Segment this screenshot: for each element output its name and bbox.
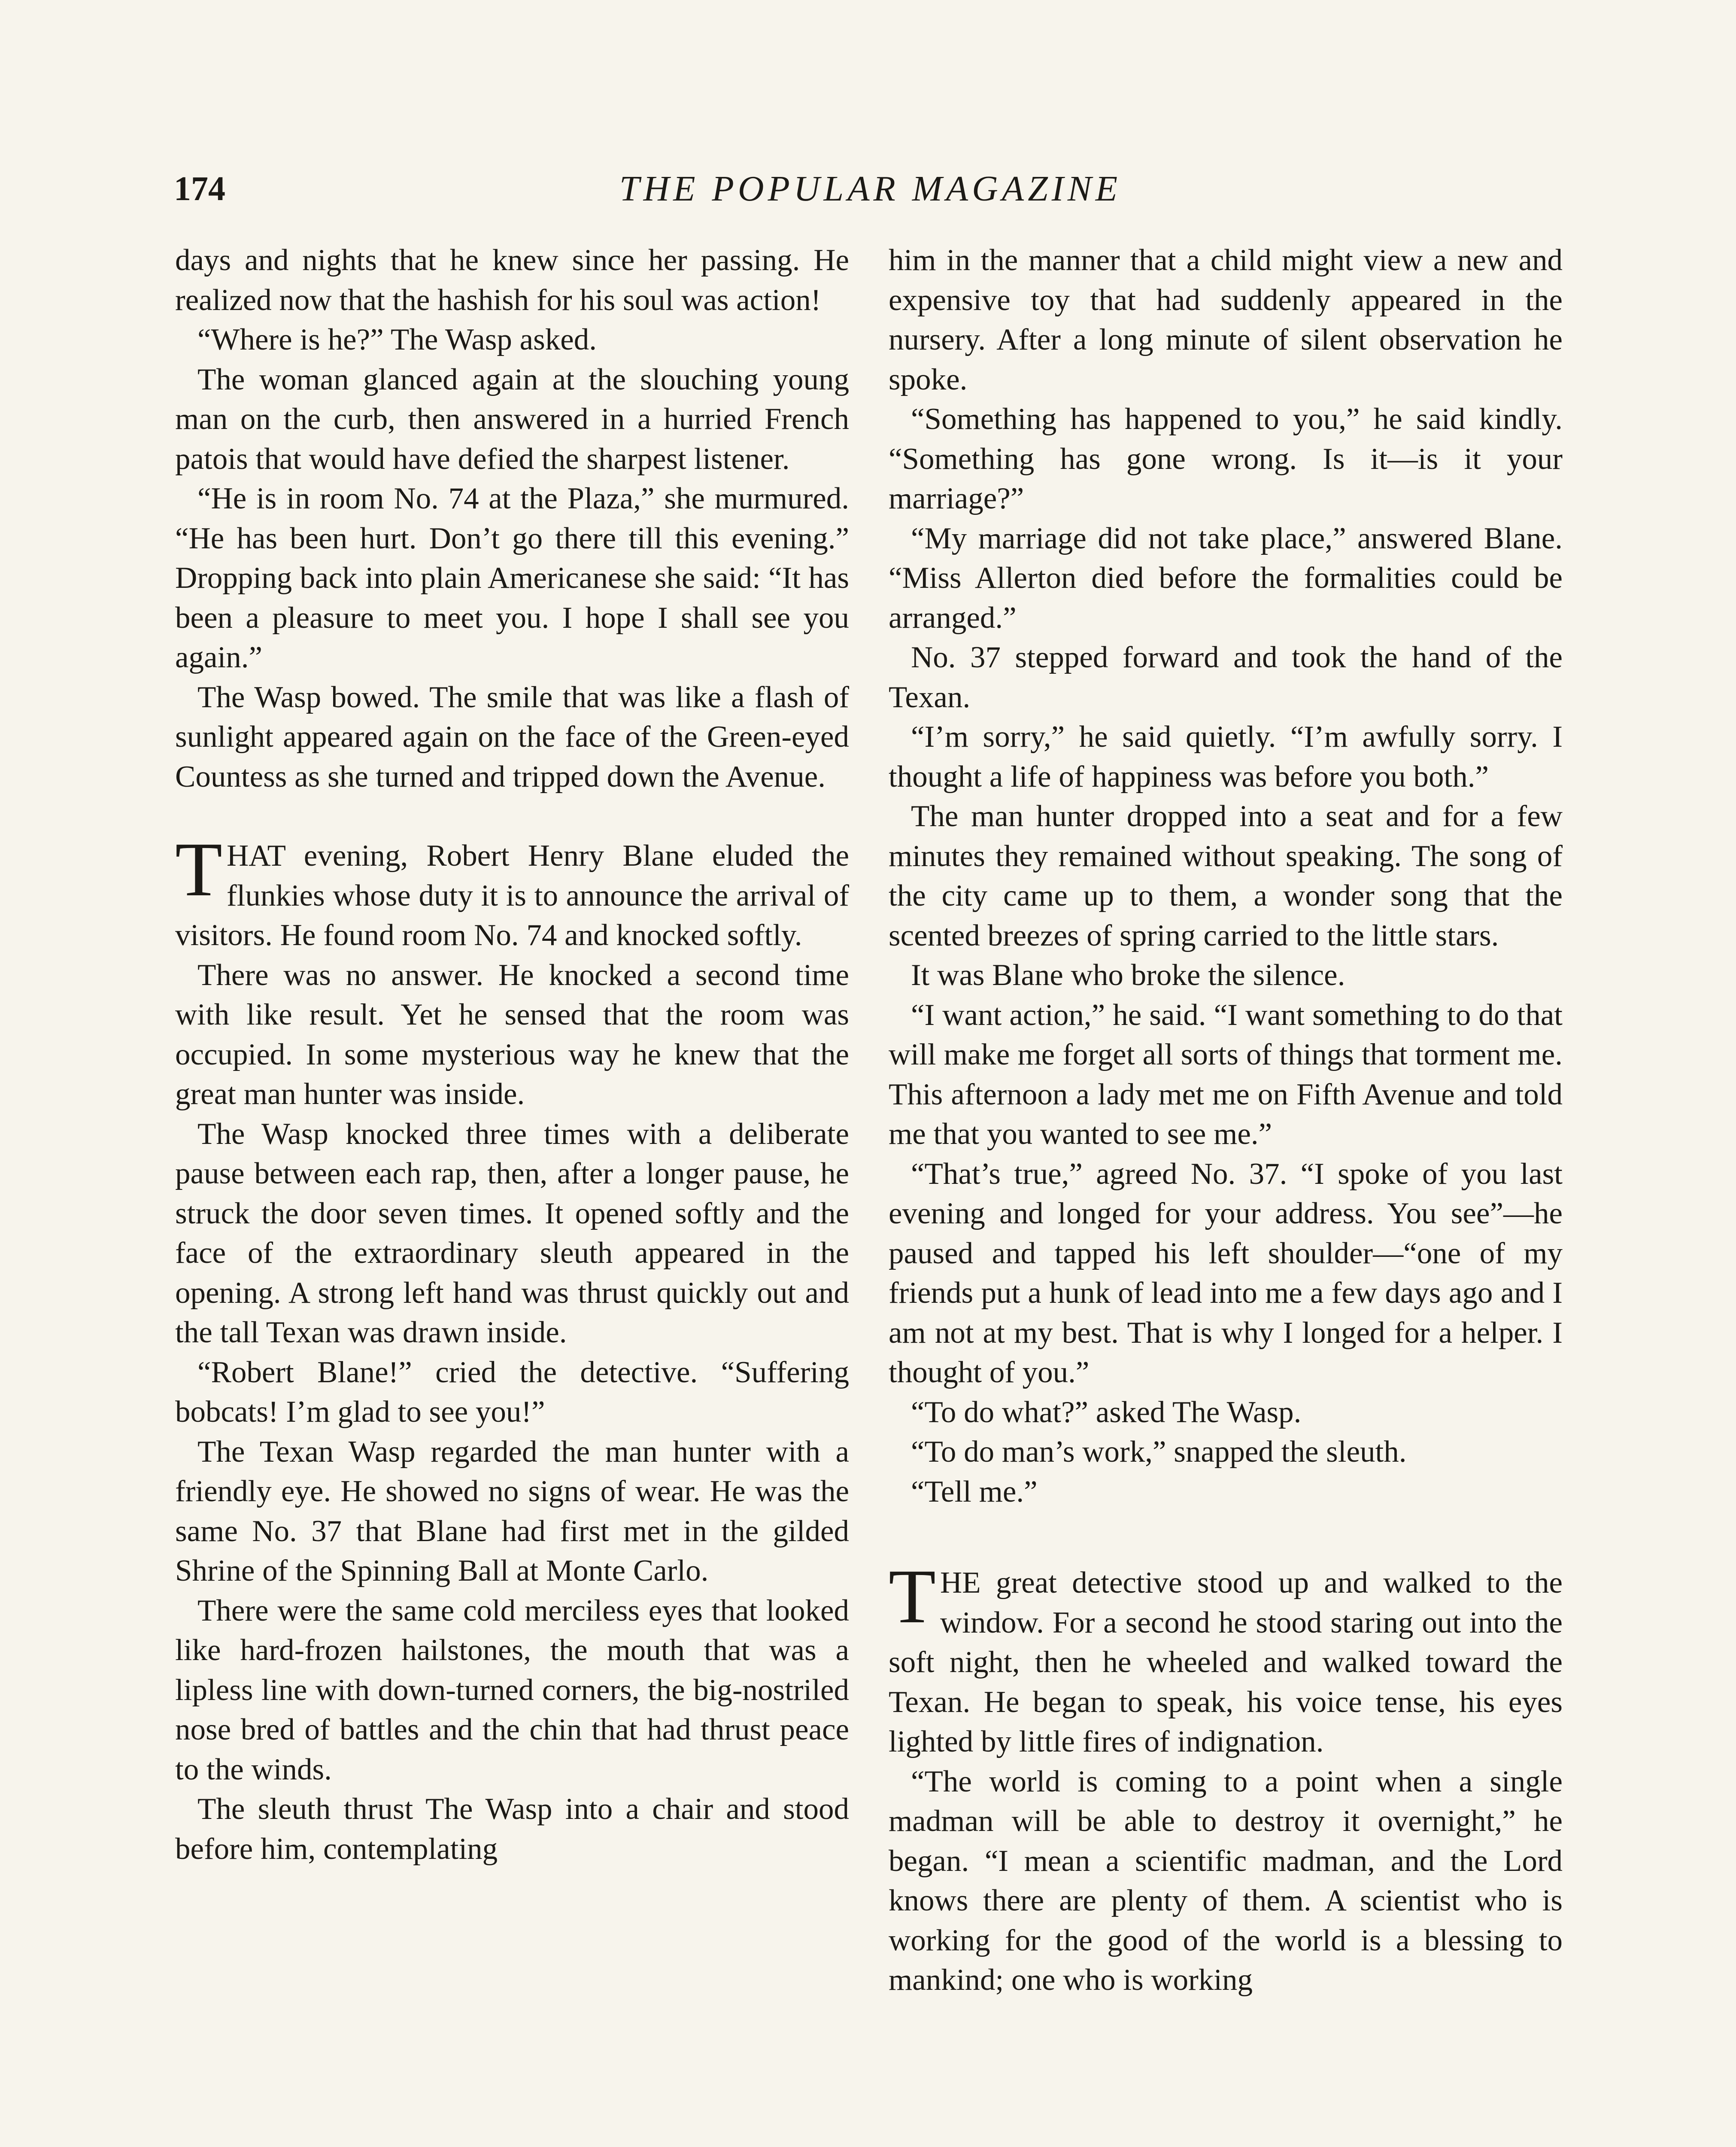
paragraph bbox=[175, 320, 849, 360]
paragraph bbox=[889, 995, 1563, 1154]
paragraph bbox=[175, 678, 849, 797]
paragraph bbox=[889, 797, 1563, 955]
paragraph-text: The man hunter dropped into a seat and for a few minutes they remained without speaking. The song of the city came up to them, a wonder song that the scented breezes of spring carried to the little stars. bbox=[889, 800, 1563, 952]
paragraph-text: The Texan Wasp regarded the man hunter with a friendly eye. He showed no signs of wear. He was the same No. 37 that Blane had first met in the gilded Shrine of the Spinning Ball at Monte Carlo. bbox=[175, 1435, 849, 1587]
page-header bbox=[174, 161, 1567, 217]
drop-cap: T bbox=[175, 827, 222, 912]
running-title: THE POPULAR MAGAZINE bbox=[619, 169, 1122, 209]
paragraph bbox=[889, 1472, 1563, 1512]
paragraph bbox=[175, 1353, 849, 1432]
paragraph-text: There were the same cold merciless eyes that looked like hard-frozen hailstones, the mouth that was a lipless line with down-turned corners, the big-nostriled nose bred of battles and the chin that had thrust peace to the winds. bbox=[175, 1594, 849, 1786]
paragraph-text: “To do man’s work,” snapped the sleuth. bbox=[911, 1435, 1407, 1469]
paragraph bbox=[889, 955, 1563, 995]
paragraph-text: HE great detective stood up and walked to the window. For a second he stood staring out into the soft night, then he wheeled and walked toward the Texan. He began to speak, his voice tense, his eyes lighted by little fires of indignation. bbox=[889, 1566, 1563, 1758]
paragraph bbox=[175, 955, 849, 1114]
paragraph bbox=[889, 638, 1563, 717]
paragraph bbox=[175, 1591, 849, 1790]
paragraph-text: “That’s true,” agreed No. 37. “I spoke of you last evening and longed for your address. You see”—he paused and tapped his left shoulder—“one of my friends put a hunk of lead into me a few days ago and I am not at my best. That is why I longed for a helper. I thought of you.” bbox=[889, 1157, 1563, 1389]
paragraph-text: HAT evening, Robert Henry Blane eluded the flunkies whose duty it is to announce the arrival of visitors. He found room No. 74 and knocked softly. bbox=[175, 839, 849, 952]
paragraph bbox=[889, 717, 1563, 797]
paragraph bbox=[889, 399, 1563, 519]
paragraph bbox=[175, 360, 849, 479]
paragraph-text: “The world is coming to a point when a single madman will be able to destroy it overnight,” he began. “I mean a scientific madman, and the Lord knows there are plenty of them. A scientist who is working for the good of the world is a blessing to mankind; one who is working bbox=[889, 1764, 1563, 1997]
paragraph bbox=[889, 519, 1563, 638]
paragraph bbox=[889, 1393, 1563, 1432]
paragraph-text: “Something has happened to you,” he said kindly. “Something has gone wrong. Is it—is it your marriage?” bbox=[889, 402, 1563, 515]
paragraph bbox=[889, 1432, 1563, 1472]
paragraph bbox=[889, 1154, 1563, 1393]
paragraph bbox=[175, 1114, 849, 1353]
paragraph bbox=[175, 827, 849, 955]
paragraph bbox=[175, 1789, 849, 1869]
paragraph bbox=[889, 1554, 1563, 1762]
paragraph-text: The sleuth thrust The Wasp into a chair and stood before him, contemplating bbox=[175, 1792, 849, 1866]
paragraph-text: him in the manner that a child might view a new and expensive toy that had suddenly appeared in the nursery. After a long minute of silent observation he spoke. bbox=[889, 243, 1563, 396]
paragraph-text: days and nights that he knew since her passing. He realized now that the hashish for his soul was action! bbox=[175, 243, 849, 317]
paragraph-text: It was Blane who broke the silence. bbox=[911, 958, 1345, 992]
paragraph-text: The Wasp bowed. The smile that was like a flash of sunlight appeared again on the face of the Green-eyed Countess as she turned and tripped down the Avenue. bbox=[175, 680, 849, 794]
left-text-column bbox=[175, 240, 849, 1869]
paragraph bbox=[889, 1762, 1563, 2000]
paragraph-text: No. 37 stepped forward and took the hand of the Texan. bbox=[889, 641, 1563, 714]
paragraph-text: “To do what?” asked The Wasp. bbox=[911, 1395, 1302, 1429]
paragraph-text: The woman glanced again at the slouching young man on the curb, then answered in a hurried French patois that would have defied the sharpest listener. bbox=[175, 362, 849, 476]
paragraph bbox=[175, 240, 849, 320]
paragraph-text: The Wasp knocked three times with a deliberate pause between each rap, then, after a longer pause, he struck the door seven times. It opened softly and the face of the extraordinary sleuth appeared in the opening. A strong left hand was thrust quickly out and the tall Texan was drawn inside. bbox=[175, 1117, 849, 1349]
paragraph bbox=[175, 1432, 849, 1591]
paragraph-text: There was no answer. He knocked a second time with like result. Yet he sensed that the room was occupied. In some mysterious way he knew that the great man hunter was inside. bbox=[175, 958, 849, 1111]
right-text-column bbox=[889, 240, 1563, 2000]
paragraph-text: “Tell me.” bbox=[911, 1475, 1038, 1508]
paragraph bbox=[889, 240, 1563, 399]
drop-cap: T bbox=[889, 1554, 936, 1639]
paragraph-text: “I want action,” he said. “I want something to do that will make me forget all sorts of things that torment me. This afternoon a lady met me on Fifth Avenue and told me that you wanted to see me.” bbox=[889, 998, 1563, 1151]
paragraph bbox=[175, 479, 849, 678]
paragraph-text: “I’m sorry,” he said quietly. “I’m awfully sorry. I thought a life of happiness was before you both.” bbox=[889, 720, 1563, 794]
paragraph-text: “Where is he?” The Wasp asked. bbox=[197, 323, 597, 356]
paragraph-text: “He is in room No. 74 at the Plaza,” she murmured. “He has been hurt. Don’t go there till this evening.” Dropping back into plain Americanese she said: “It has been a pleasure to meet you. I hope I shall see you again.” bbox=[175, 482, 849, 674]
paragraph-text: “My marriage did not take place,” answered Blane. “Miss Allerton died before the formalities could be arranged.” bbox=[889, 521, 1563, 635]
paragraph-text: “Robert Blane!” cried the detective. “Suffering bobcats! I’m glad to see you!” bbox=[175, 1355, 849, 1429]
page-number: 174 bbox=[174, 170, 225, 208]
